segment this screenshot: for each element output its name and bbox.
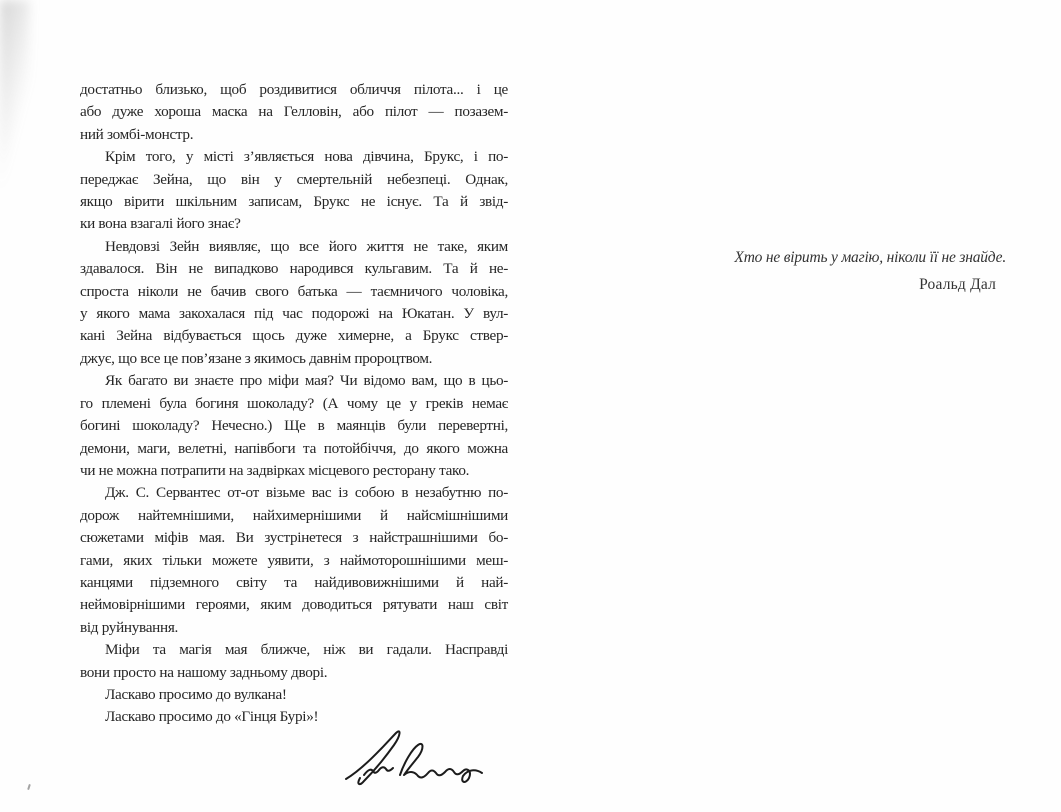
text-line: вони просто на нашому задньому дворі. xyxy=(80,663,328,681)
paragraph xyxy=(80,146,508,236)
paragraph xyxy=(80,79,508,146)
paragraph xyxy=(80,639,508,684)
text-line: Ласкаво просимо до «Гінця Бурі»! xyxy=(105,708,319,726)
text-line: го племені була богиня шоколаду? (А чому це у греків немає xyxy=(80,394,508,412)
text-line: Крім того, у місті з’являється нова дівчина, Брукс, і по- xyxy=(105,148,508,166)
text-line: або дуже хороша маска на Гелловін, або пілот — позазем- xyxy=(80,103,508,121)
paragraph xyxy=(80,684,508,706)
epigraph-quote: Хто не вірить у магію, ніколи її не знайде. xyxy=(734,249,1006,266)
text-line: ний зомбі-монстр. xyxy=(80,125,194,143)
text-line: спроста ніколи не бачив свого батька — таємничого чоловіка, xyxy=(80,282,508,300)
scan-speck xyxy=(27,784,31,790)
epigraph xyxy=(676,246,1006,296)
text-line: якщо вірити шкільним записам, Брукс не існує. Та й звід- xyxy=(80,193,508,211)
paragraph xyxy=(80,236,508,370)
text-line: ки вона взагалі його знає? xyxy=(80,215,241,233)
text-line: здавалося. Він не випадково народився кульгавим. Та й не- xyxy=(80,260,508,278)
text-line: Невдовзі Зейн виявляє, що все його життя не таке, яким xyxy=(105,237,508,255)
paragraph xyxy=(80,482,508,639)
text-line: богині шоколаду? Нечесно.) Ще в маянців були перевертні, xyxy=(80,417,508,435)
signature-rick-riordan xyxy=(338,729,488,787)
paragraph xyxy=(80,706,508,728)
text-line: Дж. С. Сервантес от-от візьме вас із собою в незабутню по- xyxy=(105,484,508,502)
text-line: гами, яких тільки можете уявити, з наймоторошнішими меш- xyxy=(80,551,508,569)
text-line: чи не можна потрапити на задвірках місцевого ресторану тако. xyxy=(80,461,470,479)
text-line: від руйнування. xyxy=(80,618,179,636)
text-line: неймовірнішими героями, яким доводиться рятувати наш світ xyxy=(80,596,508,614)
text-line: переджає Зейна, що він у смертельній небезпеці. Однак, xyxy=(80,170,508,188)
text-line: кані Зейна відбувається щось дуже химерне, а Брукс ствер- xyxy=(80,327,508,345)
text-line: Міфи та магія мая ближче, ніж ви гадали. Насправді xyxy=(105,641,508,659)
text-line: канцями підземного світу та найдивовижнішими й най- xyxy=(80,573,508,591)
epigraph-attribution: Роальд Дал xyxy=(919,276,996,293)
text-line: у якого мама закохалася під час подорожі на Юкатан. У вул- xyxy=(80,305,508,323)
text-line: сюжетами міфів мая. Ви зустрінетеся з найстрашнішими бо- xyxy=(80,529,508,547)
signature-icon xyxy=(338,729,488,787)
text-line: дорож найтемнішими, найхимернішими й найсмішнішими xyxy=(80,506,508,524)
text-line: джує, що все це пов’язане з якимось давнім пророцтвом. xyxy=(80,349,433,367)
left-page-text xyxy=(80,79,508,729)
text-line: Як багато ви знаєте про міфи мая? Чи відомо вам, що в цьо- xyxy=(105,372,508,390)
page-edge-shadow xyxy=(0,0,30,250)
text-line: достатньо близько, щоб роздивитися обличчя пілота... і це xyxy=(80,81,508,98)
paragraph xyxy=(80,370,508,482)
text-line: Ласкаво просимо до вулкана! xyxy=(105,685,287,703)
text-line: демони, маги, велетні, напівбоги та потойбіччя, до якого можна xyxy=(80,439,508,457)
